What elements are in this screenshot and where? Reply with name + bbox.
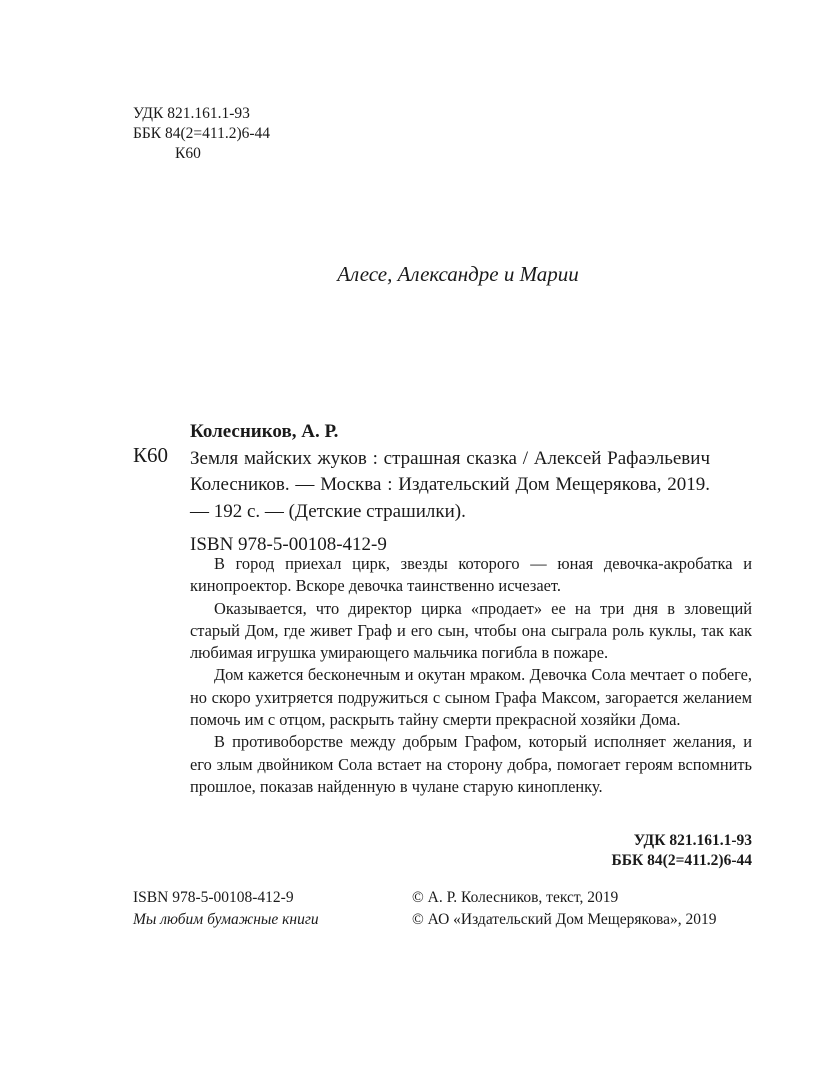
author-mark: К60 xyxy=(175,145,201,162)
annotation xyxy=(190,553,752,798)
annotation-paragraph: В противоборстве между добрым Графом, который исполняет желания, и его злым двойником Сола встает на сторону добра, помогает героям вспомнить прошлое, показав найденную в чулане старую кинопленку. xyxy=(190,732,752,796)
annotation-paragraph: В город приехал цирк, звезды которого — юная девочка-акробатка и кинопроектор. Вскоре девочка таинственно исчезает. xyxy=(190,554,752,596)
catalog-record xyxy=(190,419,710,559)
udk-code-right: УДК 821.161.1-93 xyxy=(633,832,752,849)
footer-left xyxy=(133,887,319,931)
record-author: Колесников, А. Р. xyxy=(190,421,339,442)
udk-code: УДК 821.161.1-93 xyxy=(133,105,250,122)
classification-codes-right xyxy=(500,831,752,871)
footer-isbn: ISBN 978-5-00108-412-9 xyxy=(133,889,294,906)
copyright-publisher: © АО «Издательский Дом Мещерякова», 2019 xyxy=(412,911,717,928)
bbk-code: ББК 84(2=411.2)6-44 xyxy=(133,125,271,142)
annotation-paragraph: Оказывается, что директор цирка «продает» ее на три дня в зловещий старый Дом, где живет Граф и его сын, чтобы она сыграла роль куклы, так как любимая игрушка умирающего мальчика погибла в пожаре. xyxy=(190,598,752,663)
record-description: Земля майских жуков : страшная сказка / Алексей Рафаэльевич Колесников. — Москва : Издательский Дом Мещерякова, 2019. — 192 с. — (Детские страшилки). xyxy=(190,447,710,522)
annotation-paragraph: Дом кажется бесконечным и окутан мраком. Девочка Сола мечтает о побеге, но скоро ухитряется подружиться с сыном Графа Максом, загорается желанием помочь им с отцом, раскрыть тайну смерти прекрасной хозяйки Дома. xyxy=(190,665,752,730)
dedication: Алесе, Александре и Марии xyxy=(337,262,579,286)
classification-block xyxy=(133,104,270,164)
bbk-code-right: ББК 84(2=411.2)6-44 xyxy=(611,852,752,869)
copyright-text: © А. Р. Колесников, текст, 2019 xyxy=(412,889,619,906)
publisher-motto: Мы любим бумажные книги xyxy=(133,911,319,928)
catalog-author-mark: К60 xyxy=(133,443,169,467)
copyright-block xyxy=(412,887,716,931)
record-isbn: ISBN 978-5-00108-412-9 xyxy=(190,534,387,555)
